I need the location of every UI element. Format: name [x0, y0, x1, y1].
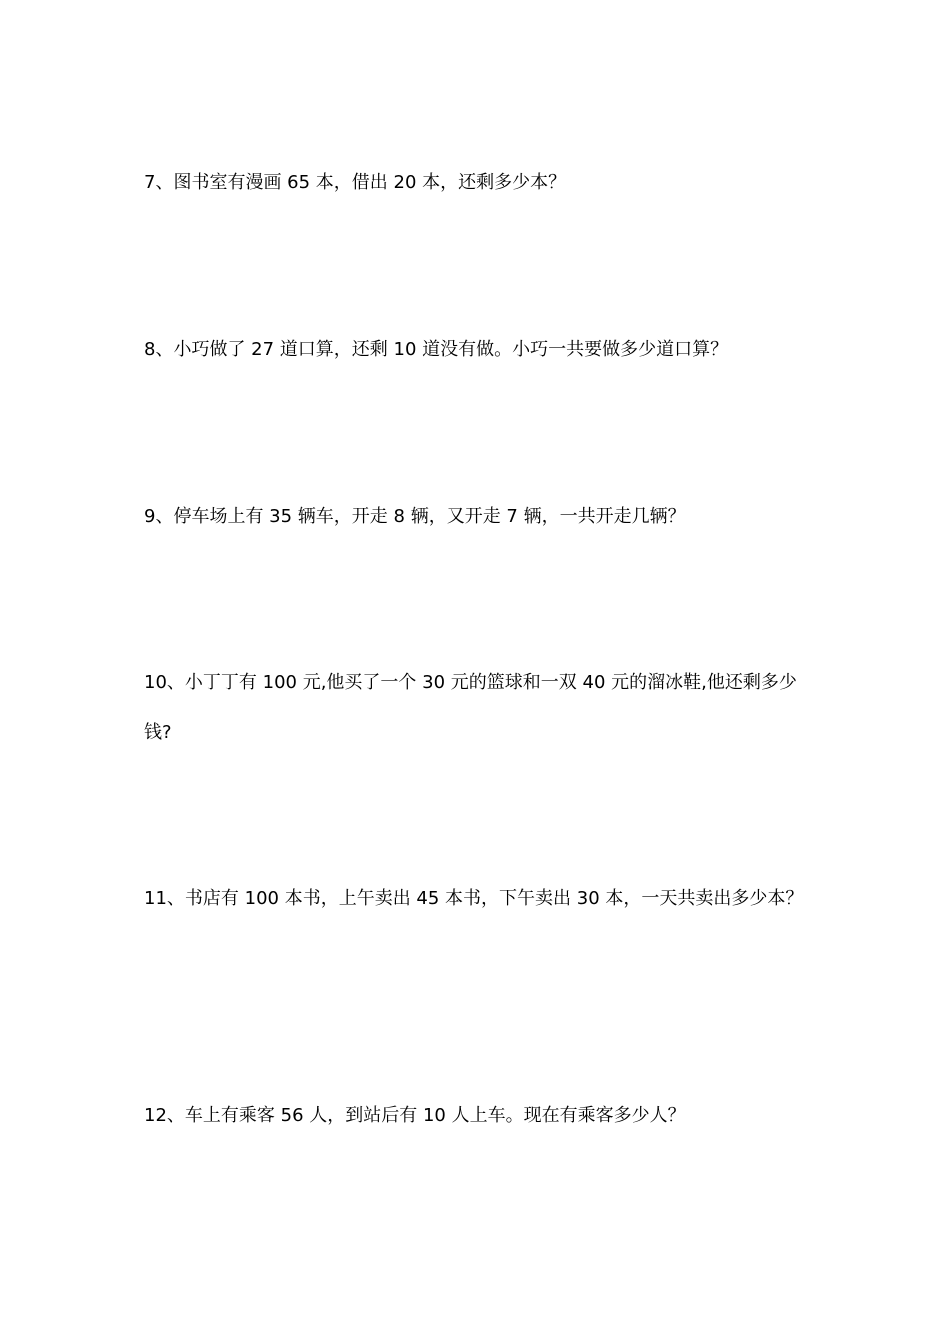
question-8: 8、小巧做了 27 道口算，还剩 10 道没有做。小巧一共要做多少道口算？: [144, 339, 729, 360]
question-9: 9、停车场上有 35 辆车，开走 8 辆，又开走 7 辆，一共开走几辆？: [144, 506, 686, 527]
question-11: 11、书店有 100 本书，上午卖出 45 本书，下午卖出 30 本，一天共卖出多少本？: [144, 888, 804, 909]
question-12: 12、车上有乘客 56 人，到站后有 10 人上车。现在有乘客多少人？: [144, 1105, 686, 1126]
question-7: 7、图书室有漫画 65 本，借出 20 本，还剩多少本？: [144, 172, 567, 193]
question-10: 10、小丁丁有 100 元,他买了一个 30 元的篮球和一双 40 元的溜冰鞋,他还剩多少钱?: [144, 672, 797, 743]
